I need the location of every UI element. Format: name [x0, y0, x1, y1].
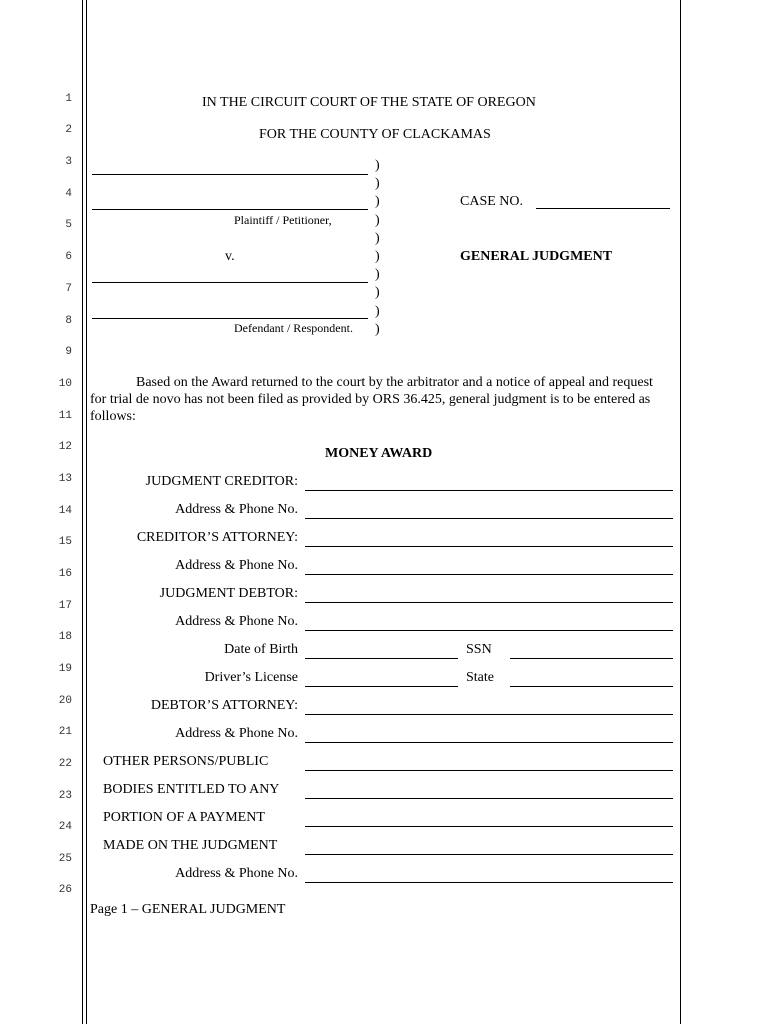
line-number: 11 [58, 410, 72, 422]
judgment-paragraph: Based on the Award returned to the court by the arbitrator and a notice of appeal and request for trial de novo has not been filed as provided by ORS 36.425, general judgment is to be entered as follows: [90, 375, 653, 424]
line-number: 2 [65, 124, 72, 136]
line-number: 12 [58, 441, 72, 453]
creditors-attorney-address-field[interactable] [305, 574, 673, 575]
line-number: 17 [58, 600, 72, 612]
other-persons-label-line-2: BODIES ENTITLED TO ANY [103, 782, 280, 797]
caption-paren: ) [375, 285, 380, 301]
debtor-address-label: Address & Phone No. [175, 614, 298, 629]
debtors-attorney-address-field[interactable] [305, 742, 673, 743]
ssn-label: SSN [466, 642, 492, 657]
line-number: 24 [58, 821, 72, 833]
case-number-label: CASE NO. [460, 194, 524, 209]
page-footer: Page 1 – GENERAL JUDGMENT [90, 902, 286, 917]
other-persons-label-line-3: PORTION OF A PAYMENT [103, 810, 265, 825]
judgment-creditor-field[interactable] [305, 490, 673, 491]
other-persons-label-line-1: OTHER PERSONS/PUBLIC [103, 754, 269, 769]
state-label: State [466, 670, 494, 685]
plaintiff-name-line-2[interactable] [92, 209, 368, 210]
line-number: 22 [58, 758, 72, 770]
caption-paren: ) [375, 267, 380, 283]
line-number: 21 [58, 726, 72, 738]
caption-paren: ) [375, 212, 380, 228]
caption-paren: ) [375, 321, 380, 337]
judgment-debtor-field[interactable] [305, 602, 673, 603]
line-number: 3 [65, 156, 72, 168]
line-number: 4 [65, 188, 72, 200]
caption-paren: ) [375, 303, 380, 319]
county-heading: FOR THE COUNTY OF CLACKAMAS [259, 127, 491, 142]
other-persons-field-1[interactable] [305, 770, 673, 771]
plaintiff-name-line-1[interactable] [92, 174, 368, 175]
date-of-birth-field[interactable] [305, 658, 458, 659]
versus-label: v. [225, 249, 235, 264]
date-of-birth-label: Date of Birth [224, 642, 298, 657]
other-persons-field-3[interactable] [305, 826, 673, 827]
plaintiff-label: Plaintiff / Petitioner, [234, 213, 332, 227]
right-margin-rule [680, 0, 681, 1024]
drivers-license-field[interactable] [305, 686, 458, 687]
judgment-creditor-label: JUDGMENT CREDITOR: [145, 474, 298, 489]
line-number: 15 [58, 536, 72, 548]
line-number: 9 [65, 346, 72, 358]
creditors-attorney-label: CREDITOR’S ATTORNEY: [136, 530, 298, 545]
left-margin-rule-outer [82, 0, 83, 1024]
line-number: 5 [65, 219, 72, 231]
other-persons-label-line-4: MADE ON THE JUDGMENT [103, 838, 278, 853]
case-number-field[interactable] [536, 208, 670, 209]
other-persons-address-label: Address & Phone No. [175, 866, 298, 881]
line-number: 14 [58, 505, 72, 517]
other-persons-field-4[interactable] [305, 854, 673, 855]
creditors-attorney-address-label: Address & Phone No. [175, 558, 298, 573]
line-number: 13 [58, 473, 72, 485]
line-number: 26 [58, 884, 72, 896]
other-persons-address-field[interactable] [305, 882, 673, 883]
ssn-field[interactable] [510, 658, 673, 659]
debtors-attorney-label: DEBTOR’S ATTORNEY: [150, 698, 298, 713]
drivers-license-label: Driver’s License [204, 670, 298, 685]
state-field[interactable] [510, 686, 673, 687]
judgment-debtor-label: JUDGMENT DEBTOR: [159, 586, 298, 601]
creditor-address-label: Address & Phone No. [175, 502, 298, 517]
line-number: 25 [58, 853, 72, 865]
money-award-title: MONEY AWARD [325, 446, 433, 461]
line-number: 6 [65, 251, 72, 263]
creditor-address-field[interactable] [305, 518, 673, 519]
line-number: 1 [65, 93, 72, 105]
line-number: 10 [58, 378, 72, 390]
other-persons-field-2[interactable] [305, 798, 673, 799]
line-number: 7 [65, 283, 72, 295]
left-margin-rule-inner [86, 0, 87, 1024]
line-number: 20 [58, 695, 72, 707]
line-number: 23 [58, 790, 72, 802]
caption-paren: ) [375, 158, 380, 173]
debtors-attorney-field[interactable] [305, 714, 673, 715]
document-title: GENERAL JUDGMENT [460, 249, 613, 264]
line-number: 8 [65, 315, 72, 327]
court-heading: IN THE CIRCUIT COURT OF THE STATE OF OREGON [202, 95, 536, 110]
caption-paren: ) [375, 194, 380, 210]
defendant-name-line-2[interactable] [92, 318, 368, 319]
defendant-name-line-1[interactable] [92, 282, 368, 283]
debtor-address-field[interactable] [305, 630, 673, 631]
defendant-label: Defendant / Respondent. [234, 321, 353, 335]
line-number: 19 [58, 663, 72, 675]
caption-paren: ) [375, 249, 380, 264]
line-number: 18 [58, 631, 72, 643]
debtors-attorney-address-label: Address & Phone No. [175, 726, 298, 741]
caption-paren: ) [375, 176, 380, 192]
creditors-attorney-field[interactable] [305, 546, 673, 547]
caption-paren: ) [375, 230, 380, 246]
line-number: 16 [58, 568, 72, 580]
